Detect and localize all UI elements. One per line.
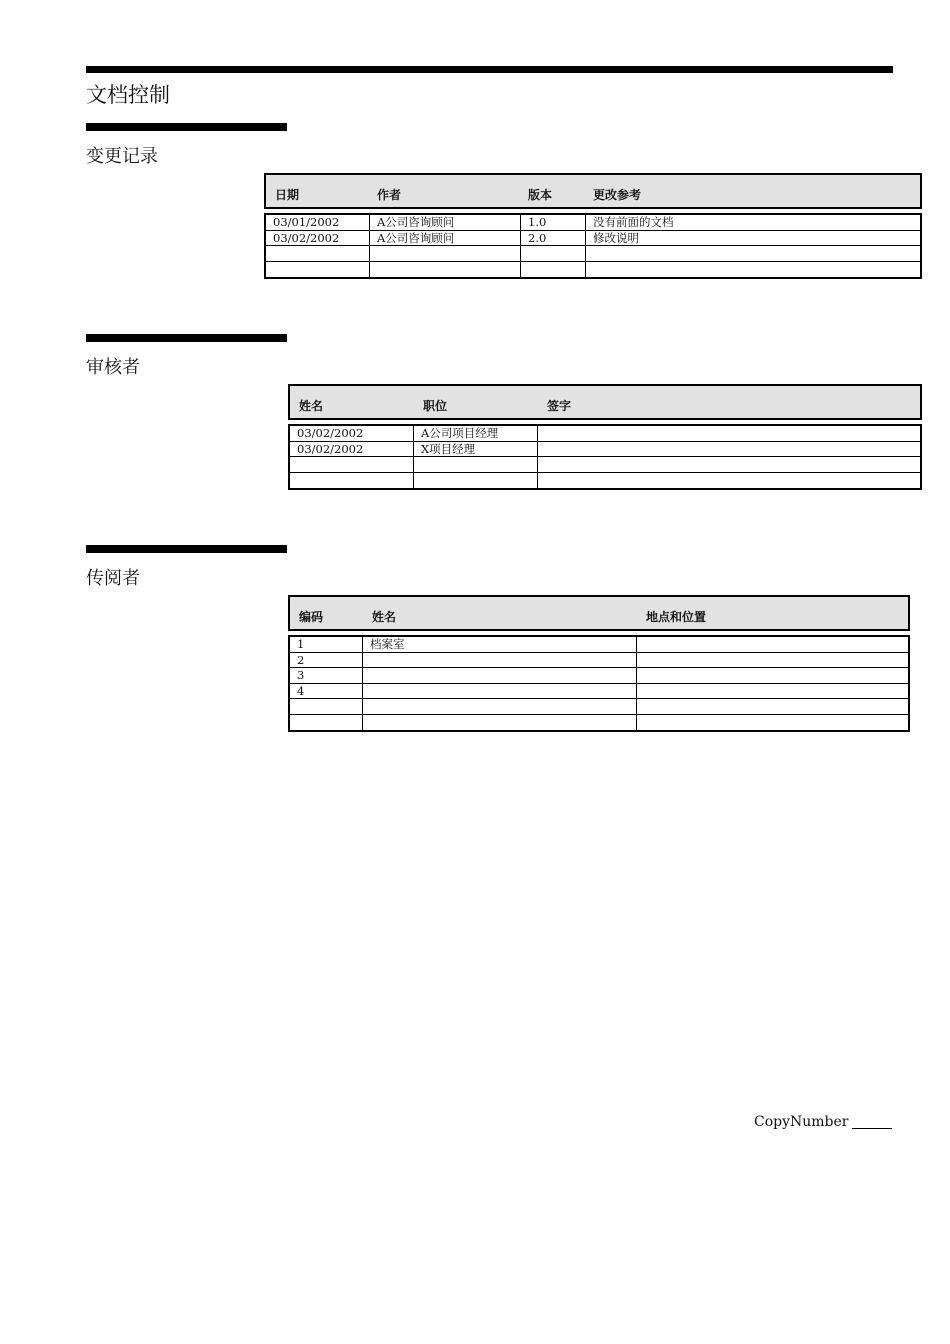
cell-version: 1.0: [521, 215, 586, 230]
cell-location: [637, 699, 908, 714]
cell-name: 03/02/2002: [290, 442, 414, 457]
cell-location: [637, 715, 908, 731]
cell-code: 1: [290, 637, 363, 652]
cell-signature: [538, 426, 920, 441]
cell-name: [363, 653, 637, 668]
cell-name: [290, 473, 414, 489]
cell-name: [363, 684, 637, 699]
top-rule: [86, 66, 893, 73]
table-row: [266, 262, 920, 278]
cell-version: 2.0: [521, 231, 586, 246]
cell-position: X项目经理: [414, 442, 538, 457]
table-row: [290, 426, 920, 442]
section-title-distribution: 传阅者: [86, 568, 140, 589]
cell-date: 03/02/2002: [266, 231, 370, 246]
table-header: [288, 595, 910, 631]
cell-author: A公司咨询顾问: [370, 215, 521, 230]
table-body: [264, 213, 922, 279]
section-rule-distribution: [86, 545, 287, 553]
cell-position: [414, 457, 538, 472]
cell-code: [290, 715, 363, 731]
cell-name: [363, 715, 637, 731]
table-row: [290, 653, 908, 669]
header-signature: 签字: [547, 399, 572, 413]
change-record-table: [264, 173, 922, 278]
table-row: [290, 699, 908, 715]
cell-position: A公司项目经理: [414, 426, 538, 441]
header-code: 编码: [299, 610, 324, 624]
cell-name: [363, 668, 637, 683]
cell-change-ref: [586, 262, 920, 278]
copy-number-blank: [852, 1128, 892, 1129]
table-row: [266, 246, 920, 262]
cell-code: 2: [290, 653, 363, 668]
table-header: [288, 384, 922, 420]
table-row: [290, 637, 908, 653]
copy-number-label: CopyNumber: [754, 1114, 849, 1130]
cell-name: [290, 457, 414, 472]
table-row: [266, 231, 920, 247]
cell-author: A公司咨询顾问: [370, 231, 521, 246]
cell-date: [266, 246, 370, 261]
cell-signature: [538, 473, 920, 489]
cell-location: [637, 668, 908, 683]
cell-version: [521, 262, 586, 278]
section-rule-change-record: [86, 123, 287, 131]
table-row: [290, 684, 908, 700]
cell-signature: [538, 457, 920, 472]
cell-signature: [538, 442, 920, 457]
header-name: 姓名: [299, 399, 324, 413]
table-row: [290, 442, 920, 458]
cell-location: [637, 684, 908, 699]
page-title: 文档控制: [86, 83, 170, 107]
table-body: [288, 424, 922, 490]
cell-author: [370, 246, 521, 261]
table-row: [290, 457, 920, 473]
table-row: [290, 668, 908, 684]
cell-code: 4: [290, 684, 363, 699]
header-position: 职位: [423, 399, 448, 413]
cell-code: [290, 699, 363, 714]
section-title-change-record: 变更记录: [86, 146, 158, 167]
cell-date: [266, 262, 370, 278]
cell-name: 档案室: [363, 637, 637, 652]
table-row: [266, 215, 920, 231]
distribution-table: [288, 595, 910, 731]
header-change-ref: 更改参考: [593, 188, 642, 202]
cell-date: 03/01/2002: [266, 215, 370, 230]
cell-code: 3: [290, 668, 363, 683]
reviewers-table: [288, 384, 922, 489]
header-author: 作者: [377, 188, 402, 202]
header-version: 版本: [528, 188, 553, 202]
cell-location: [637, 653, 908, 668]
table-row: [290, 715, 908, 731]
cell-name: 03/02/2002: [290, 426, 414, 441]
cell-name: [363, 699, 637, 714]
table-header: [264, 173, 922, 209]
header-name: 姓名: [372, 610, 397, 624]
table-row: [290, 473, 920, 489]
table-body: [288, 635, 910, 732]
cell-author: [370, 262, 521, 278]
cell-change-ref: 没有前面的文档: [593, 215, 674, 229]
cell-change-ref: 修改说明: [593, 230, 639, 245]
cell-location: [637, 637, 908, 652]
cell-change-ref: [586, 246, 920, 261]
section-rule-reviewers: [86, 334, 287, 342]
header-date: 日期: [275, 188, 300, 202]
cell-position: [414, 473, 538, 489]
section-title-reviewers: 审核者: [86, 357, 140, 378]
header-location: 地点和位置: [646, 610, 707, 624]
cell-version: [521, 246, 586, 261]
